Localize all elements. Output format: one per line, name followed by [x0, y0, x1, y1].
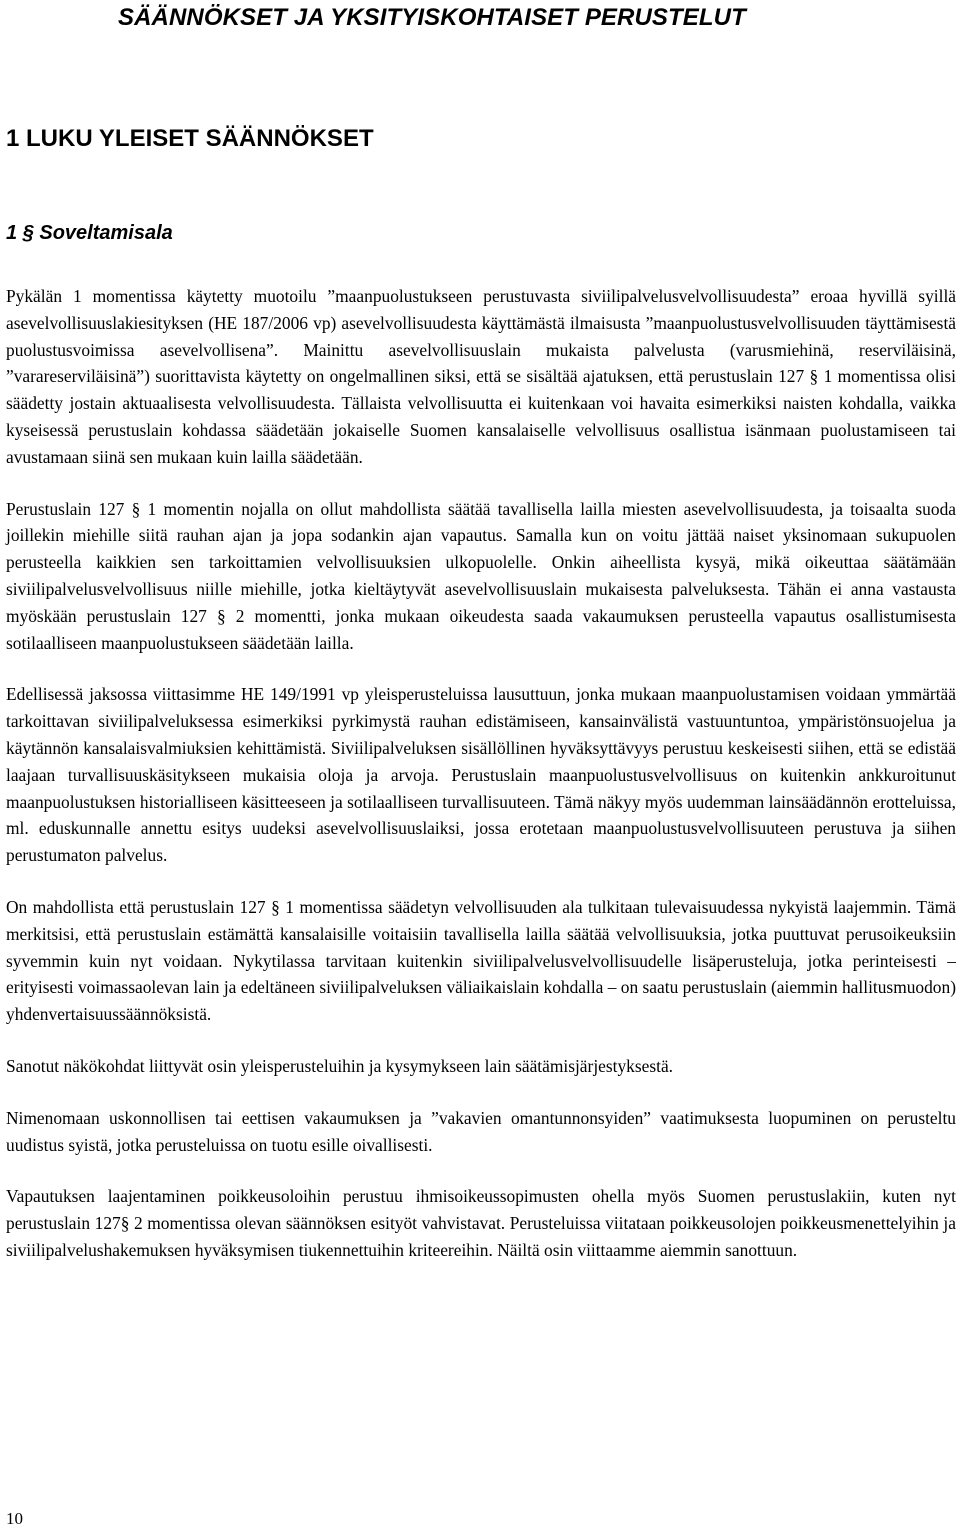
page-number: 10 — [6, 1509, 23, 1528]
paragraph: On mahdollista että perustuslain 127 § 1 momentissa säädetyn velvollisuuden ala tulkitaan tulevaisuudessa nykyistä laajemmin. Tämä merkitsisi, että perustuslain estämättä kansalaisille voitaisiin tavallisella lailla säätää velvollisuuksia, jotka puuttuvat perusoikeuksiin syvemmin kuin nyt voidaan. Nykytilassa tarvitaan kuitenkin siviilipalvelusvelvollisuudelle lisäperusteluja, jotka perinteisesti – erityisesti voimassaolevan lain ja edeltäneen siviilipalveluksen väliaikaislain kohdalla – on saatu perustuslain (aiemmin hallitusmuodon) yhdenvertaisuussäännöksistä. — [6, 896, 956, 1025]
main-title: SÄÄNNÖKSET JA YKSITYISKOHTAISET PERUSTELUT — [118, 4, 746, 31]
body-text — [6, 283, 956, 1289]
paragraph: Vapautuksen laajentaminen poikkeusoloihin perustuu ihmisoikeussopimusten ohella myös Suomen perustuslakiin, kuten nyt perustuslain 127§ 2 momentissa olevan säännöksen esityöt vahvistavat. Perusteluissa viitataan poikkeusolojen poikkeusmenettelyihin ja siviilipalvelushakemuksen hyväksymisen tiukennettuihin kriteereihin. Näiltä osin viittaamme aiemmin sanottuun. — [6, 1186, 956, 1260]
paragraph: Nimenomaan uskonnollisen tai eettisen vakaumuksen ja ”vakavien omantunnonsyiden” vaatimuksesta luopuminen on perusteltu uudistus syistä, jotka perusteluissa on tuotu esille oivallisesti. — [6, 1107, 956, 1155]
chapter-title: 1 LUKU YLEISET SÄÄNNÖKSET — [6, 125, 374, 152]
paragraph: Perustuslain 127 § 1 momentin nojalla on ollut mahdollista säätää tavallisella lailla miesten asevelvollisuudesta, ja toisaalta suoda joillekin miehille siitä rauhan ajan ja jopa sodankin ajan vapautus. Samalla kun on voitu jättää naiset yksinomaan sukupuolen perusteella kaikkien sen tarkoittamien velvollisuuksien ulkopuolelle. Onkin aiheellista kysyä, mikä oikeuttaa säätämään siviilipalvelusvelvollisuus niille miehille, jotka kieltäytyvät asevelvollisuuslain mukaisesta palveluksesta. Tähän ei anna vastausta myöskään perustuslain 127 § 2 momentti, jonka mukaan oikeudesta saada vakaumuksen perusteella vapautus osallistumisesta sotilaalliseen maanpuolustukseen säädetään lailla. — [6, 498, 956, 653]
paragraph: Sanotut näkökohdat liittyvät osin yleisperusteluihin ja kysymykseen lain säätämisjärjestyksestä. — [6, 1055, 674, 1076]
paragraph: Edellisessä jaksossa viittasimme HE 149/1991 vp yleisperusteluissa lausuttuun, jonka mukaan maanpuolustamisen voidaan ymmärtää tarkoittavan siviilipalveluksessa esimerkiksi pyrkimystä rauhan edistämiseen, kansainvälistä vastuuntuntoa, ympäristönsuojelua ja käytännön kansalaisvalmiuksien kehittämistä. Siviilipalveluksen sisällöllinen hyväksyttävyys perustuu keskeisesti siihen, että se edistää laajaan turvallisuuskäsitykseen mukaisia oloja ja arvoja. Perustuslain maanpuolustusvelvollisuus on kuitenkin ankkuroitunut maanpuolustuksen historialliseen käsitteeseen ja sotilaalliseen turvallisuuteen. Tämä näkyy myös uudemman lainsäädännön erotteluissa, ml. eduskunnalle annettu esitys uudeksi asevelvollisuuslaiksi, jossa erotetaan maanpuolustusvelvollisuuteen perustuva ja siihen perustumaton palvelus. — [6, 684, 956, 866]
section-title: 1 § Soveltamisala — [6, 222, 173, 244]
paragraph: Pykälän 1 momentissa käytetty muotoilu ”maanpuolustukseen perustuvasta siviilipalvelusvelvollisuudesta” eroaa hyvillä syillä asevelvollisuuslakiesityksen (HE 187/2006 vp) asevelvollisuudesta käyttämästä ilmaisusta ”maanpuolustusvelvollisuuden täyttämisestä puolustusvoimissa asevelvollisena”. Mainittu asevelvollisuuslain mukaista palvelusta (varusmiehinä, reserviläisinä, ”varareserviläisinä”) suorittavista käytetty on ongelmallinen siksi, että se sisältää ajatuksen, että perustuslain 127 § 1 momentissa olisi säädetty jostain aktuaalisesta velvollisuudesta. Tällaista velvollisuutta ei kuitenkaan voi havaita esimerkiksi naisten kohdalla, vaikka kyseisessä perustuslain kohdassa säädetään jokaiselle Suomen kansalaiselle velvollisuus osallistua isänmaan puolustamiseen tai avustamaan siinä sen mukaan kuin lailla säädetään. — [6, 286, 956, 467]
